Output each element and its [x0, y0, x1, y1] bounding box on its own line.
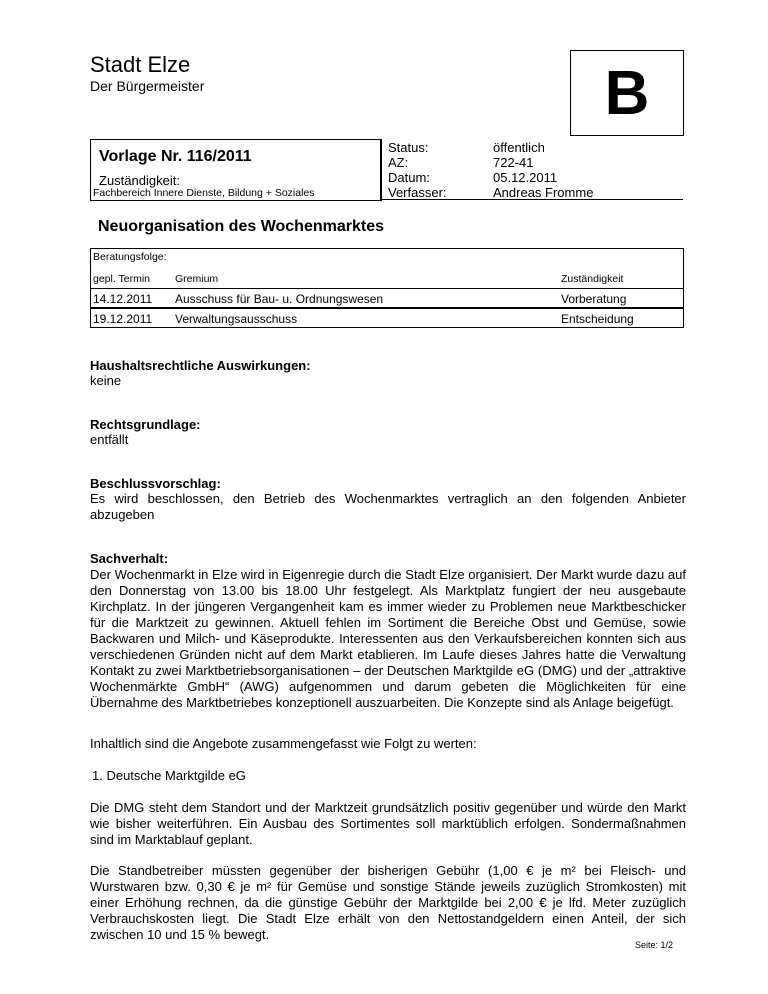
beschluss-heading: Beschlussvorschlag:: [90, 476, 221, 491]
row-termin: 14.12.2011: [93, 292, 153, 306]
rechtsgrundlage-heading: Rechtsgrundlage:: [90, 417, 201, 432]
inhalt-text: Inhaltlich sind die Angebote zusammengefasst wie Folgt zu werten:: [90, 736, 477, 751]
meta-label-status: Status:: [388, 140, 429, 155]
haushalt-text: keine: [90, 373, 122, 388]
beschluss-text: Es wird beschlossen, den Betrieb des Wochenmarktes vertraglich an den folgenden Anbieter abzugeben: [90, 491, 686, 522]
meta-label-az: AZ:: [388, 155, 409, 170]
row-zustaendigkeit: Entscheidung: [561, 312, 634, 326]
vorlage-number: Vorlage Nr. 116/2011: [99, 148, 252, 165]
city-name: Stadt Elze: [90, 52, 191, 77]
meta-divider: [380, 139, 381, 199]
responsibility-label: Zuständigkeit:: [99, 173, 180, 188]
meta-values: [493, 140, 593, 200]
meta-value-verfasser: Andreas Fromme: [493, 185, 594, 200]
beratungsfolge-header: [90, 248, 684, 289]
sachverhalt-heading: Sachverhalt:: [90, 551, 169, 566]
beratungsfolge-table: [90, 248, 683, 327]
haushalt-heading: Haushaltsrechtliche Auswirkungen:: [90, 358, 311, 373]
office-name: Der Bürgermeister: [90, 78, 205, 94]
row-gremium: Ausschuss für Bau- u. Ordnungswesen: [175, 292, 384, 306]
beratungsfolge-label: Beratungsfolge:: [93, 251, 167, 263]
table-row: [90, 308, 684, 328]
responsibility-value: Fachbereich Innere Dienste, Bildung + Soziales: [93, 187, 315, 199]
meta-value-az: 722-41: [493, 155, 534, 170]
dmg-paragraph-2: Die Standbetreiber müssten gegenüber der bisherigen Gebühr (1,00 € je m² bei Fleisch- und Wurstwaren bzw. 0,30 € je m² für Gemüse und sonstige Stände jeweils zuzüglich Stromkosten) mit einer Erhöhung rechnen, da die günstige Gebühr der Marktgilde bei 2,00 € je lfd. Meter zuzüglich Verbrauchskosten liegt. Die Stadt Elze erhält von den Nettostandgeldern einen Anteil, der sich zwischen 10 und 15 % bewegt.: [90, 863, 686, 942]
document-title: Neuorganisation des Wochenmarktes: [98, 218, 384, 235]
meta-labels: [388, 140, 447, 200]
table-row: [90, 288, 684, 308]
row-termin: 19.12.2011: [93, 312, 153, 326]
rechtsgrundlage-text: entfällt: [90, 432, 129, 447]
dmg-paragraph-1: Die DMG steht dem Standort und der Marktzeit grundsätzlich positiv gegenüber und würde den Markt wie bisher weiterführen. Ein Ausbau des Sortimentes soll marktüblich erfolgen. Sondermaßnahmen sind im Marktablauf geplant.: [90, 800, 686, 847]
row-zustaendigkeit: Vorberatung: [561, 292, 627, 306]
row-gremium: Verwaltungsausschuss: [175, 312, 298, 326]
meta-value-status: öffentlich: [493, 140, 545, 155]
column-header-termin: gepl. Termin: [93, 273, 151, 285]
meta-value-datum: 05.12.2011: [493, 170, 558, 185]
sachverhalt-text: Der Wochenmarkt in Elze wird in Eigenregie durch die Stadt Elze organisiert. Der Markt wurde dazu auf den Donnerstag von 13.00 bis 18.00 Uhr festgelegt. Als Marktplatz fungiert der neu ausgebaute Kirchplatz. In der jüngeren Vergangenheit kam es immer wieder zu Problemen neue Marktbeschicker für die Marktzeit zu gewinnen. Aktuell fehlen im Sortiment die Bereiche Obst und Gemüse, sowie Backwaren und Milch- und Käseprodukte. Interessenten aus den Verkaufsbereichen konnten sich aus verschiedenen Gründen nicht auf dem Markt etablieren. Im Laufe dieses Jahres hatte die Verwaltung Kontakt zu zwei Marktbetriebsorganisationen – der Deutschen Marktgilde eG (DMG) und der „attraktive Wochenmärkte GmbH“ (AWG) aufgenommen und darum gebeten die Möglichkeiten für eine Übernahme des Marktbetriebes konzeptionell auszuarbeiten. Die Konzepte sind als Anlage beigefügt.: [90, 567, 686, 710]
page-number: Seite: 1/2: [635, 940, 674, 950]
meta-label-datum: Datum:: [388, 170, 430, 185]
document-type-badge: B: [570, 50, 684, 136]
vorlage-box: [90, 139, 382, 201]
column-header-gremium: Gremium: [175, 273, 219, 285]
list-item: 1. Deutsche Marktgilde eG: [92, 768, 246, 783]
column-header-zustaendigkeit: Zuständigkeit: [561, 273, 624, 285]
meta-label-verfasser: Verfasser:: [388, 185, 447, 200]
